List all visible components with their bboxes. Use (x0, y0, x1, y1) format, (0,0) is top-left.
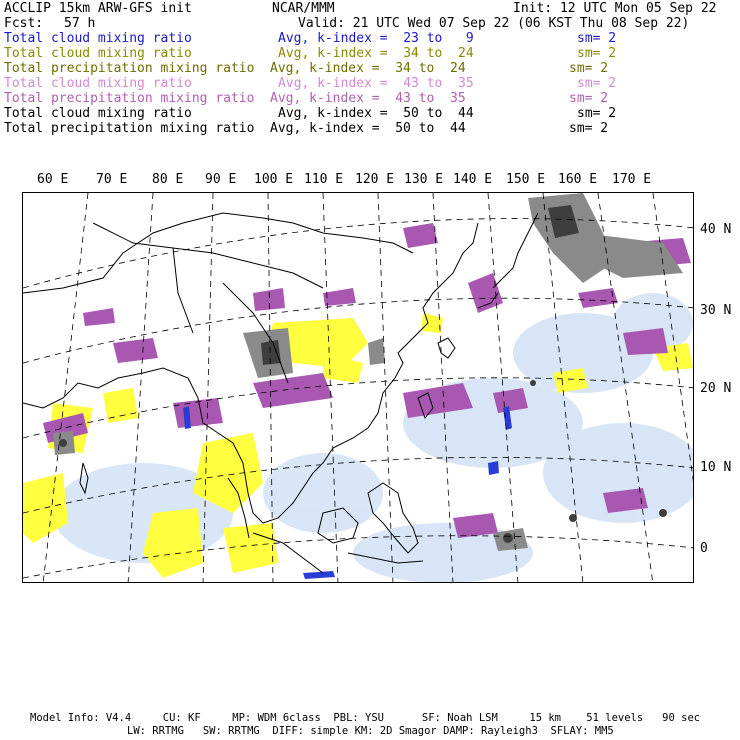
lon-label: 120 E (355, 172, 395, 187)
model-title: ACCLIP 15km ARW-GFS init (4, 1, 192, 16)
map-svg (23, 193, 694, 583)
field-name: Total precipitation mixing ratio (4, 61, 255, 76)
field-avg: Avg, k-index = 50 to 44 (278, 106, 474, 121)
lon-label: 90 E (205, 172, 237, 187)
field-avg: Avg, k-index = 43 to 35 (278, 76, 474, 91)
field-sm: sm= 2 (569, 61, 609, 76)
field-avg: Avg, k-index = 34 to 24 (278, 46, 474, 61)
field-name: Total cloud mixing ratio (4, 46, 192, 61)
field-avg: Avg, k-index = 50 to 44 (270, 121, 466, 136)
init-time: Init: 12 UTC Mon 05 Sep 22 (513, 1, 717, 16)
lat-label: 10 N (700, 460, 732, 475)
field-name: Total precipitation mixing ratio (4, 121, 255, 136)
field-avg: Avg, k-index = 43 to 35 (270, 91, 466, 106)
lat-label: 20 N (700, 381, 732, 396)
field-avg: Avg, k-index = 34 to 24 (270, 61, 466, 76)
field-sm: sm= 2 (577, 31, 617, 46)
forecast-hour: 57 h (64, 16, 96, 31)
lat-label: 30 N (700, 303, 732, 318)
field-sm: sm= 2 (577, 106, 617, 121)
lon-label: 70 E (96, 172, 128, 187)
field-name: Total cloud mixing ratio (4, 31, 192, 46)
lon-label: 130 E (404, 172, 444, 187)
footer-model-info: Model Info: V4.4 CU: KF MP: WDM 6class PBL: YSU SF: Noah LSM 15 km 51 levels 90 sec (30, 712, 701, 724)
field-sm: sm= 2 (577, 76, 617, 91)
lat-label: 40 N (700, 222, 732, 237)
lon-label: 100 E (254, 172, 294, 187)
field-name: Total precipitation mixing ratio (4, 91, 255, 106)
map-panel (22, 192, 694, 583)
lon-label: 80 E (152, 172, 184, 187)
lat-label: 0 (700, 541, 708, 556)
org-label: NCAR/MMM (272, 1, 335, 16)
field-sm: sm= 2 (569, 91, 609, 106)
field-sm: sm= 2 (577, 46, 617, 61)
field-sm: sm= 2 (569, 121, 609, 136)
valid-time: Valid: 21 UTC Wed 07 Sep 22 (06 KST Thu 08 Sep 22) (298, 16, 690, 31)
forecast-label: Fcst: (4, 16, 44, 31)
lon-label: 150 E (506, 172, 546, 187)
field-name: Total cloud mixing ratio (4, 106, 192, 121)
field-avg: Avg, k-index = 23 to 9 (278, 31, 474, 46)
field-name: Total cloud mixing ratio (4, 76, 192, 91)
lon-label: 170 E (612, 172, 652, 187)
footer-physics-info: LW: RRTMG SW: RRTMG DIFF: simple KM: 2D Smagor DAMP: Rayleigh3 SFLAY: MM5 (127, 725, 614, 737)
lon-label: 140 E (453, 172, 493, 187)
lon-label: 160 E (558, 172, 598, 187)
lon-label: 60 E (37, 172, 69, 187)
lon-label: 110 E (304, 172, 344, 187)
